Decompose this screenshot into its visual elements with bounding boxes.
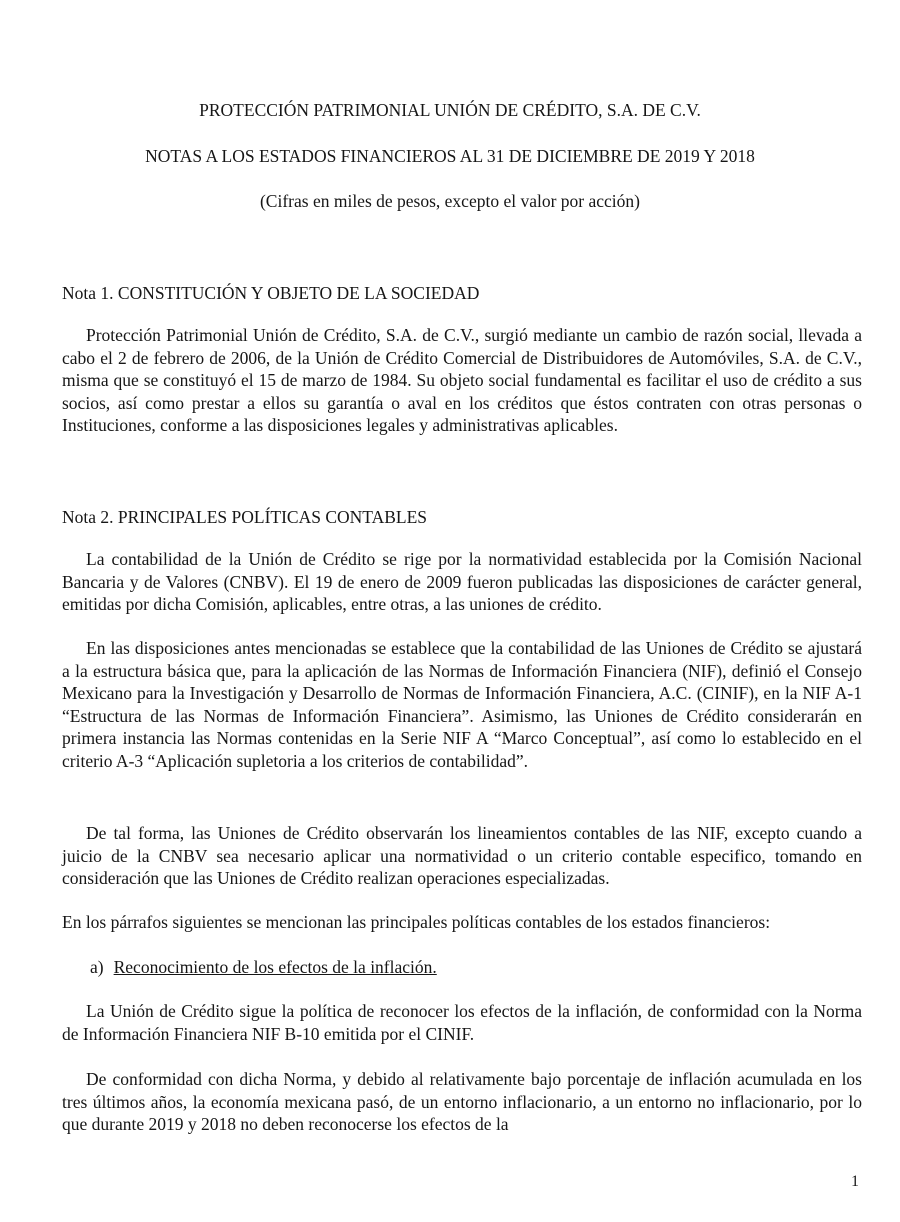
page-number: 1: [851, 1173, 859, 1190]
list-item-a: [90, 956, 437, 978]
company-name: PROTECCIÓN PATRIMONIAL UNIÓN DE CRÉDITO, S.A. DE C.V.: [199, 100, 701, 120]
nota-2-paragraph-1: La contabilidad de la Unión de Crédito se rige por la normatividad establecida por la Comisión Nacional Bancaria y de Valores (CNBV). El 19 de enero de 2009 fueron publicadas las disposiciones de carácter general, emitidas por dicha Comisión, aplicables, entre otras, a las uniones de crédito.: [62, 549, 862, 615]
nota-1-paragraph: Protección Patrimonial Unión de Crédito, S.A. de C.V., surgió mediante un cambio de razón social, llevada a cabo el 2 de febrero de 2006, de la Unión de Crédito Comercial de Distribuidores de Automóviles, S.A. de C.V., misma que se constituyó el 15 de marzo de 1984. Su objeto social fundamental es facilitar el uso de crédito a sus socios, así como prestar a ellos su garantía o aval en los créditos que éstos contraten con otras personas o Instituciones, conforme a las disposiciones legales y administrativas aplicables.: [62, 325, 862, 436]
list-item-marker: a): [90, 957, 104, 977]
document-title: NOTAS A LOS ESTADOS FINANCIEROS AL 31 DE DICIEMBRE DE 2019 Y 2018: [145, 146, 755, 166]
nota-2-paragraph-6: De conformidad con dicha Norma, y debido al relativamente bajo porcentaje de inflación acumulada en los tres últimos años, la economía mexicana pasó, de un entorno inflacionario, a un entorno no inflacionario, por lo que durante 2019 y 2018 no deben reconocerse los efectos de la: [62, 1069, 862, 1135]
document-subtitle: (Cifras en miles de pesos, excepto el valor por acción): [259, 191, 640, 211]
nota-2-paragraph-5: La Unión de Crédito sigue la política de reconocer los efectos de la inflación, de conformidad con la Norma de Información Financiera NIF B-10 emitida por el CINIF.: [62, 1001, 862, 1044]
nota-1-heading: Nota 1. CONSTITUCIÓN Y OBJETO DE LA SOCIEDAD: [62, 283, 480, 303]
nota-2-paragraph-2: En las disposiciones antes mencionadas se establece que la contabilidad de las Uniones de Crédito se ajustará a la estructura básica que, para la aplicación de las Normas de Información Financiera (NIF), definió el Consejo Mexicano para la Investigación y Desarrollo de Normas de Información Financiera, A.C. (CINIF), en la NIF A-1 “Estructura de las Normas de Información Financiera”. Asimismo, las Uniones de Crédito considerarán en primera instancia las Normas contenidas en la Serie NIF A “Marco Conceptual”, así como lo establecido en el criterio A-3 “Aplicación supletoria a los criterios de contabilidad”.: [62, 638, 862, 771]
nota-2-paragraph-4: En los párrafos siguientes se mencionan las principales políticas contables de los estados financieros:: [62, 912, 771, 932]
nota-2-heading: Nota 2. PRINCIPALES POLÍTICAS CONTABLES: [62, 507, 427, 527]
nota-2-paragraph-3: De tal forma, las Uniones de Crédito observarán los lineamientos contables de las NIF, excepto cuando a juicio de la CNBV sea necesario aplicar una normatividad o un criterio contable especifico, tomando en consideración que las Uniones de Crédito realizan operaciones especializadas.: [62, 823, 862, 889]
list-item-title: Reconocimiento de los efectos de la inflación.: [113, 957, 437, 977]
